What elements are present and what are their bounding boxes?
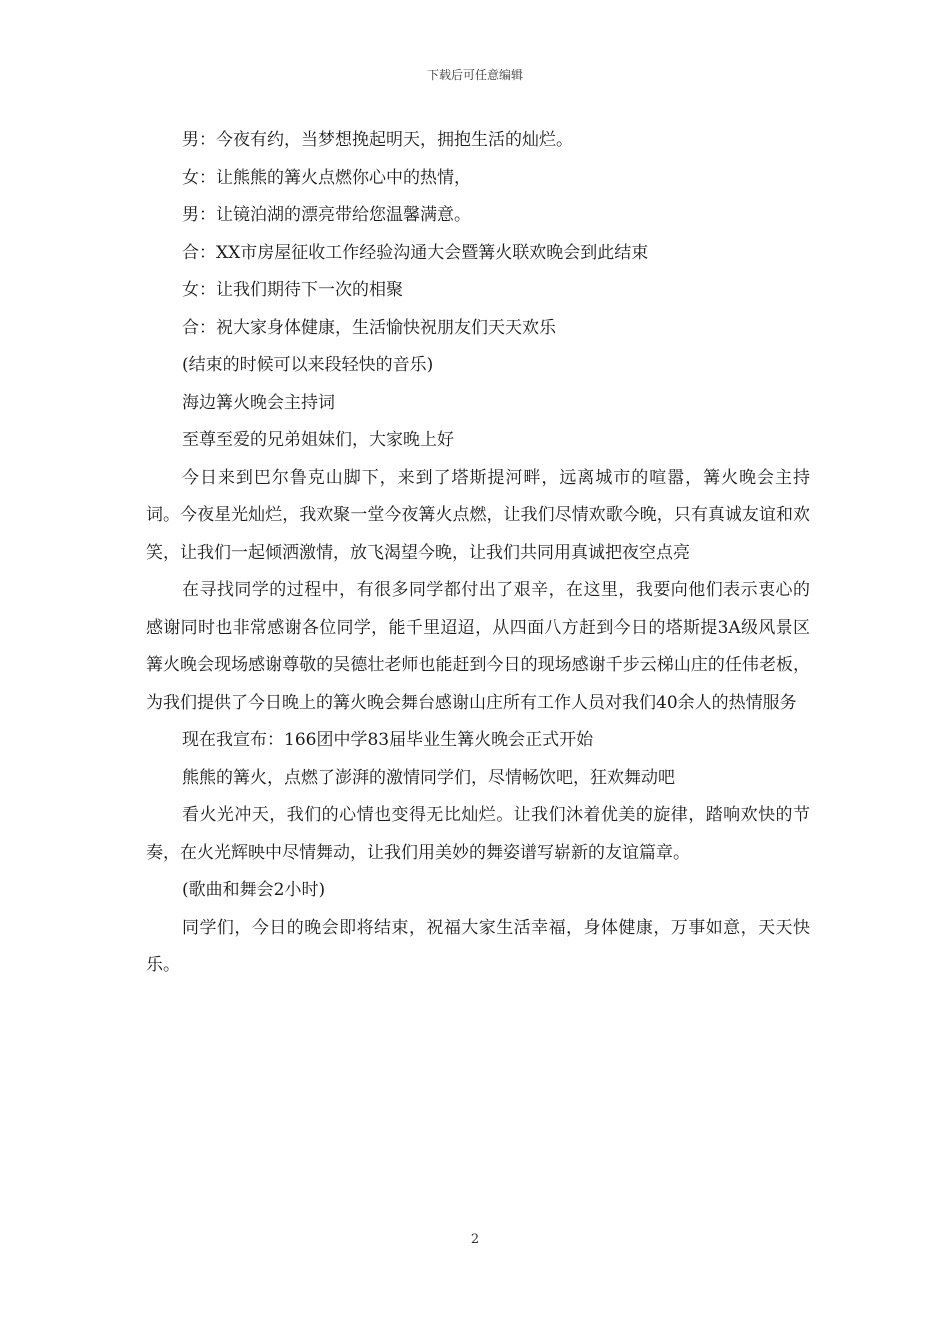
paragraph: 看火光冲天，我们的心情也变得无比灿烂。让我们沐着优美的旋律，踏响欢快的节奏，在火光辉映中尽情舞动，让我们用美妙的舞姿谱写崭新的友谊篇章。 [146,805,810,863]
paragraph: 合：XX市房屋征收工作经验沟通大会暨篝火联欢晚会到此结束 [182,242,649,263]
paragraph: 现在我宣布：166团中学83届毕业生篝火晚会正式开始 [182,730,594,750]
paragraph: (结束的时候可以来段轻快的音乐) [182,355,434,375]
section-title: 海边篝火晚会主持词 [182,392,335,413]
paragraph: 今日来到巴尔鲁克山脚下，来到了塔斯提河畔，远离城市的喧嚣，篝火晚会主持词。今夜星光灿烂，我欢聚一堂今夜篝火点燃，让我们尽情欢歌今晚，只有真诚友谊和欢笑，让我们一起倾洒激情，放飞渴望今晚，让我们共同用真诚把夜空点亮 [146,467,810,563]
paragraph: 熊熊的篝火，点燃了澎湃的激情同学们，尽情畅饮吧，狂欢舞动吧 [182,767,675,788]
paragraph: 女：让我们期待下一次的相聚 [182,280,403,300]
document-body [146,122,810,985]
paragraph: 女：让熊熊的篝火点燃你心中的热情， [182,167,471,188]
page-number: 2 [470,1232,480,1247]
paragraph: 男：让镜泊湖的漂亮带给您温馨满意。 [182,205,471,225]
page-header: 下载后可任意编辑 [426,68,523,82]
paragraph: 在寻找同学的过程中，有很多同学都付出了艰辛，在这里，我要向他们表示衷心的感谢同时也非常感谢各位同学，能千里迢迢，从四面八方赶到今日的塔斯提3A级风景区篝火晚会现场感谢尊敬的吴德壮老师也能赶到今日的现场感谢千步云梯山庄的任伟老板，为我们提供了今日晚上的篝火晚会舞台感谢山庄所有工作人员对我们40余人的热情服务 [146,580,810,713]
paragraph: 合：祝大家身体健康，生活愉快祝朋友们天天欢乐 [182,317,556,338]
paragraph: 男：今夜有约，当梦想挽起明天，拥抱生活的灿烂。 [182,130,573,150]
paragraph: 至尊至爱的兄弟姐妹们，大家晚上好 [182,430,454,450]
paragraph: (歌曲和舞会2小时) [182,880,326,900]
paragraph: 同学们，今日的晚会即将结束，祝福大家生活幸福，身体健康，万事如意，天天快乐。 [146,917,810,975]
